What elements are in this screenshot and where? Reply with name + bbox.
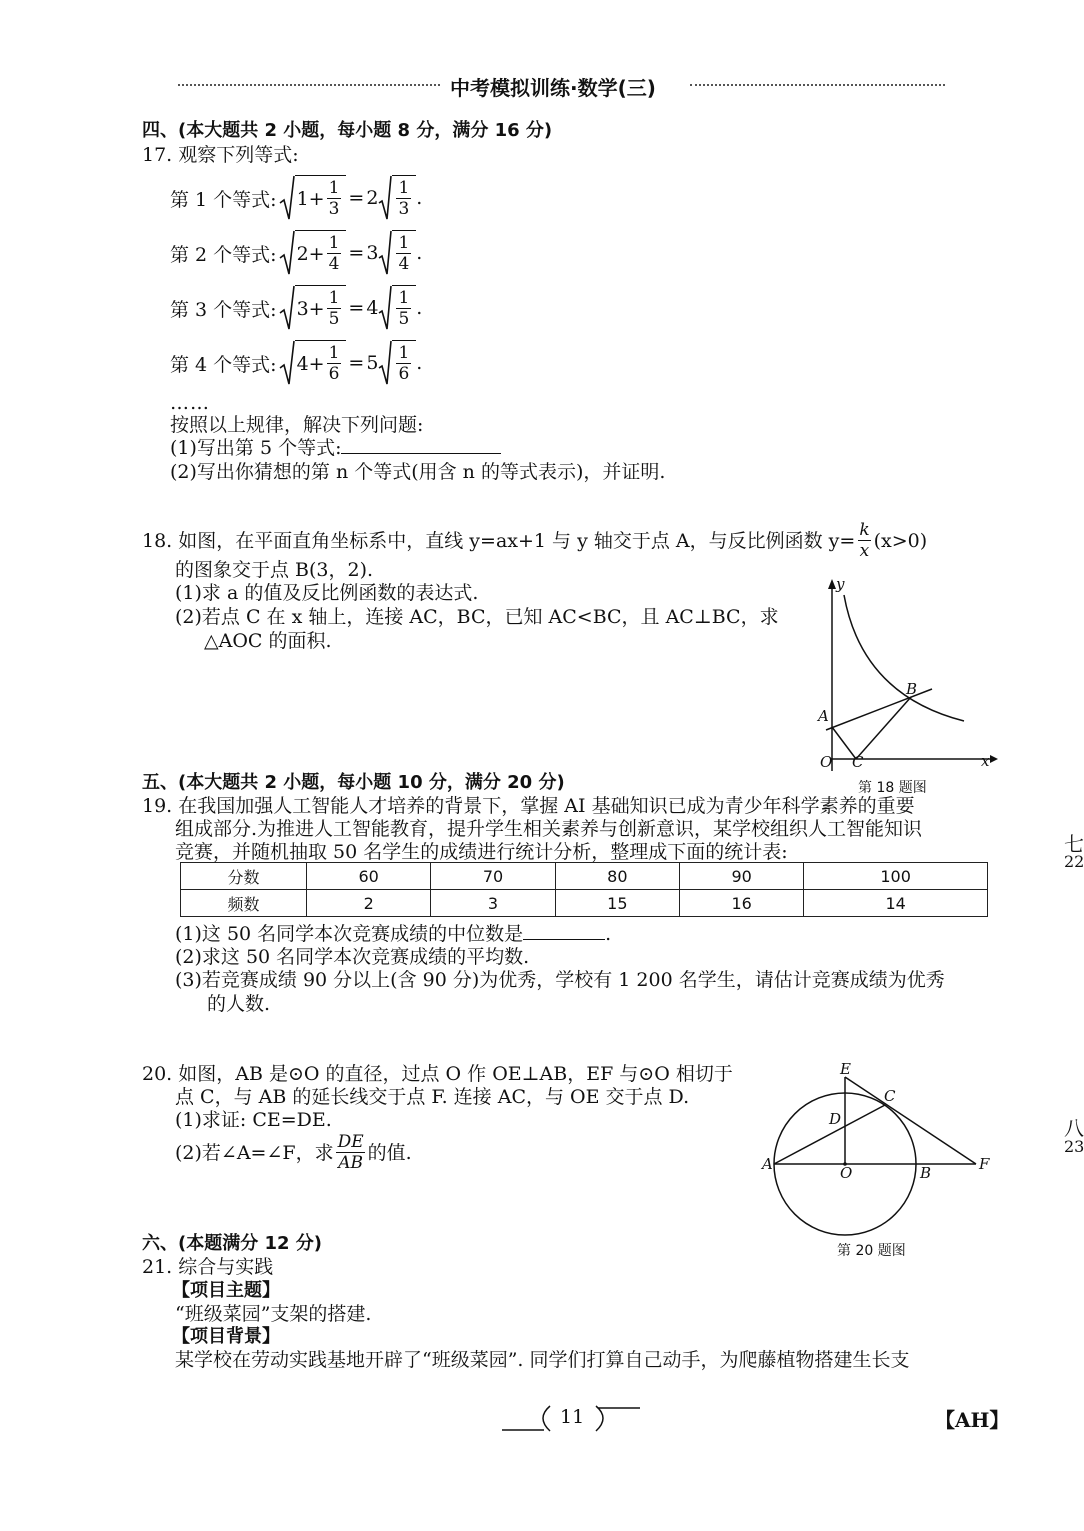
q20-part2-text: (2)若∠A=∠F，求: [175, 1141, 334, 1164]
q19-part3-cont: 的人数.: [207, 993, 271, 1015]
period: .: [416, 187, 423, 209]
fig18-caption: 第 18 题图: [858, 780, 927, 796]
radicand-integer: 1: [296, 187, 309, 210]
answer-blank: [341, 453, 501, 454]
period: .: [416, 352, 423, 374]
fraction: [396, 343, 411, 384]
coefficient: 2: [366, 187, 379, 209]
fig20-label-c: C: [884, 1087, 896, 1105]
equation-label: 第 2 个等式:: [170, 243, 277, 266]
plus-sign: +: [308, 297, 325, 320]
coefficient: 3: [366, 242, 379, 264]
radical-sign: [279, 173, 295, 223]
page-header-title: 中考模拟训练·数学(三): [450, 76, 656, 100]
fraction-numerator: 1: [328, 233, 340, 253]
coefficient: 5: [366, 352, 379, 374]
equation-label: 第 3 个等式:: [170, 298, 277, 321]
fraction-denominator: 5: [398, 309, 410, 329]
table-cell: 90: [679, 863, 803, 890]
section-6-heading: 六、(本题满分 12 分): [142, 1233, 323, 1254]
radicand-integer: 3: [296, 297, 309, 320]
q18-part1: (1)求 a 的值及反比例函数的表达式.: [175, 582, 479, 604]
q19-stat-table: [180, 862, 988, 917]
fig18-label-b: B: [906, 680, 918, 698]
fig20-caption: 第 20 题图: [837, 1243, 906, 1259]
fraction-denominator: 4: [398, 254, 410, 274]
radicand: [392, 175, 416, 222]
header-rule-right: [690, 84, 945, 86]
fig20-label-d: D: [829, 1110, 842, 1128]
q17-equation: [170, 337, 422, 389]
radical-sign: [279, 228, 295, 278]
period: .: [416, 242, 423, 264]
x-axis-arrow: [990, 755, 998, 763]
q17-equation: [170, 227, 422, 279]
fraction-numerator: 1: [398, 178, 410, 198]
fraction-numerator: 1: [398, 288, 410, 308]
q17-stem: 17. 观察下列等式:: [142, 144, 299, 166]
margin-num-bottom: 23: [1064, 1137, 1084, 1156]
table-cell: 70: [431, 863, 555, 890]
fraction-numerator: 1: [398, 343, 410, 363]
radicand: [392, 340, 416, 387]
q19-part3: (3)若竞赛成绩 90 分以上(含 90 分)为优秀，学校有 1 200 名学生，请估计竞赛成绩为优秀: [175, 969, 945, 991]
radicand: [295, 175, 347, 222]
q19-part1-end: .: [605, 923, 612, 945]
q19-part1-text: (1)这 50 名同学本次竞赛成绩的中位数是: [175, 923, 524, 945]
table-cell: 80: [555, 863, 679, 890]
q20-frac-num: DE: [337, 1132, 364, 1152]
y-axis-arrow: [828, 579, 836, 589]
table-cell: 2: [307, 890, 431, 917]
table-cell: 3: [431, 890, 555, 917]
radical-left: [279, 338, 347, 388]
q17-equation: [170, 282, 422, 334]
radical-left: [279, 173, 347, 223]
q19-part2: (2)求这 50 名同学本次竞赛成绩的平均数.: [175, 946, 530, 968]
q20-frac-den: AB: [338, 1153, 363, 1173]
radical-right: [378, 173, 416, 223]
table-cell: 14: [804, 890, 988, 917]
q18-stem-line2: 的图象交于点 B(3，2).: [175, 559, 374, 581]
fig20-label-a: A: [762, 1155, 773, 1173]
fraction: [396, 178, 411, 219]
margin-char-bottom: 八: [1064, 1116, 1084, 1140]
table-row: [181, 890, 988, 917]
q17-instruction: 按照以上规律，解决下列问题:: [170, 414, 424, 436]
radical-right: [378, 283, 416, 333]
q17-part1: [170, 436, 501, 460]
radical-right: [378, 338, 416, 388]
radicand: [295, 285, 347, 332]
radicand: [295, 230, 347, 277]
section-5-heading: 五、(本大题共 2 小题，每小题 10 分，满分 20 分): [142, 772, 565, 793]
q17-equation: [170, 172, 422, 224]
equation-label: 第 1 个等式:: [170, 188, 277, 211]
fraction-denominator: 4: [328, 254, 340, 274]
radicand-integer: 2: [296, 242, 309, 265]
table-cell: 频数: [181, 890, 307, 917]
margin-num-top: 22: [1064, 852, 1084, 871]
fraction: [396, 233, 411, 274]
fraction-denominator: 3: [398, 199, 410, 219]
tangent-ef: [845, 1077, 976, 1164]
q18-figure: [800, 575, 1000, 775]
section-4-heading: 四、(本大题共 2 小题，每小题 8 分，满分 16 分): [142, 120, 553, 141]
q19-line3: 竞赛，并随机抽取 50 名学生的成绩进行统计分析，整理成下面的统计表:: [175, 841, 788, 863]
fraction: [327, 343, 342, 384]
header-rule-left: [178, 84, 440, 86]
radicand: [295, 340, 347, 387]
radical-sign: [378, 173, 392, 223]
fig18-label-x: x: [981, 752, 990, 770]
table-row: [181, 863, 988, 890]
q20-line1: 20. 如图，AB 是⊙O 的直径，过点 O 作 OE⊥AB，EF 与⊙O 相切于: [142, 1063, 733, 1085]
fraction-numerator: 1: [328, 288, 340, 308]
radical-left: [279, 228, 347, 278]
q21-topic-label: 【项目主题】: [172, 1280, 280, 1301]
table-cell: 100: [804, 863, 988, 890]
fraction-denominator: 3: [328, 199, 340, 219]
q19-line2: 组成部分.为推进人工智能教育，提升学生相关素养与创新意识，某学校组织人工智能知识: [175, 818, 923, 840]
fig20-label-o: O: [840, 1164, 853, 1182]
radical-sign: [279, 338, 295, 388]
plus-sign: +: [308, 242, 325, 265]
fraction-denominator: 5: [328, 309, 340, 329]
fig18-label-o: O: [820, 753, 833, 771]
q17-ellipsis: ……: [170, 392, 210, 414]
fraction-numerator: 1: [328, 178, 340, 198]
plus-sign: +: [308, 187, 325, 210]
edition-code: 【AH】: [935, 1408, 1010, 1432]
radicand: [392, 285, 416, 332]
radicand-integer: 4: [296, 352, 309, 375]
fraction-denominator: 6: [398, 364, 410, 384]
radical-left: [279, 283, 347, 333]
equation-label: 第 4 个等式:: [170, 353, 277, 376]
fraction: [396, 288, 411, 329]
radical-sign: [279, 283, 295, 333]
plus-sign: +: [308, 352, 325, 375]
equals-sign: =: [348, 187, 365, 209]
radicand: [392, 230, 416, 277]
radical-right: [378, 228, 416, 278]
q19-part1: [175, 922, 611, 946]
fig18-label-a: A: [818, 707, 829, 725]
q21-background: 某学校在劳动实践基地开辟了“班级菜园”. 同学们打算自己动手，为爬藤植物搭建生长支: [175, 1349, 910, 1371]
q20-fraction: [336, 1132, 366, 1173]
fraction: [327, 233, 342, 274]
margin-char-top: 七: [1064, 832, 1084, 856]
fig18-label-y: y: [836, 575, 845, 593]
q18-part2-cont: △AOC 的面积.: [204, 630, 332, 652]
table-cell: 15: [555, 890, 679, 917]
q20-part1: (1)求证: CE=DE.: [175, 1109, 332, 1131]
fraction: [327, 178, 342, 219]
q18-part2: (2)若点 C 在 x 轴上，连接 AC，BC，已知 AC<BC，且 AC⊥BC，求: [175, 606, 779, 628]
answer-blank: [523, 939, 605, 940]
equals-sign: =: [348, 297, 365, 319]
equals-sign: =: [348, 352, 365, 374]
q17-part2: (2)写出你猜想的第 n 个等式(用含 n 的等式表示)，并证明.: [170, 461, 666, 483]
q18-fraction: [857, 520, 871, 561]
fig20-label-b: B: [920, 1164, 932, 1182]
radical-sign: [378, 338, 392, 388]
q20-line2: 点 C，与 AB 的延长线交于点 F. 连接 AC，与 OE 交于点 D.: [175, 1086, 690, 1108]
fig18-label-c: C: [852, 753, 864, 771]
hyperbola-curve: [844, 595, 964, 721]
coefficient: 4: [366, 297, 379, 319]
fraction: [327, 288, 342, 329]
q18-stem-b: (x>0): [873, 529, 928, 552]
table-cell: 分数: [181, 863, 307, 890]
q17-part1-text: (1)写出第 5 个等式:: [170, 437, 342, 459]
radical-sign: [378, 283, 392, 333]
fig20-label-f: F: [979, 1155, 990, 1173]
period: .: [416, 297, 423, 319]
fraction-numerator: 1: [328, 343, 340, 363]
segment-bc: [856, 697, 911, 759]
q18-frac-num: k: [859, 520, 870, 540]
q18-frac-den: x: [859, 541, 870, 561]
q21-topic: “班级菜园”支架的搭建.: [175, 1303, 372, 1325]
table-cell: 60: [307, 863, 431, 890]
fig20-label-e: E: [840, 1060, 851, 1078]
q19-line1: 19. 在我国加强人工智能人才培养的背景下，掌握 AI 基础知识已成为青少年科学素养的重要: [142, 795, 915, 817]
q21-background-label: 【项目背景】: [172, 1326, 280, 1347]
table-cell: 16: [679, 890, 803, 917]
radical-sign: [378, 228, 392, 278]
q21-stem: 21. 综合与实践: [142, 1256, 274, 1278]
equals-sign: =: [348, 242, 365, 264]
q20-part2-end: 的值.: [367, 1141, 412, 1164]
q20-part2: [175, 1132, 412, 1173]
q18-stem-line1: [142, 520, 927, 561]
fraction-numerator: 1: [398, 233, 410, 253]
q18-stem-a: 18. 如图，在平面直角坐标系中，直线 y=ax+1 与 y 轴交于点 A，与反比例函数 y=: [142, 529, 856, 552]
fraction-denominator: 6: [328, 364, 340, 384]
q20-figure: [760, 1060, 990, 1240]
page-number: 11: [560, 1406, 585, 1428]
